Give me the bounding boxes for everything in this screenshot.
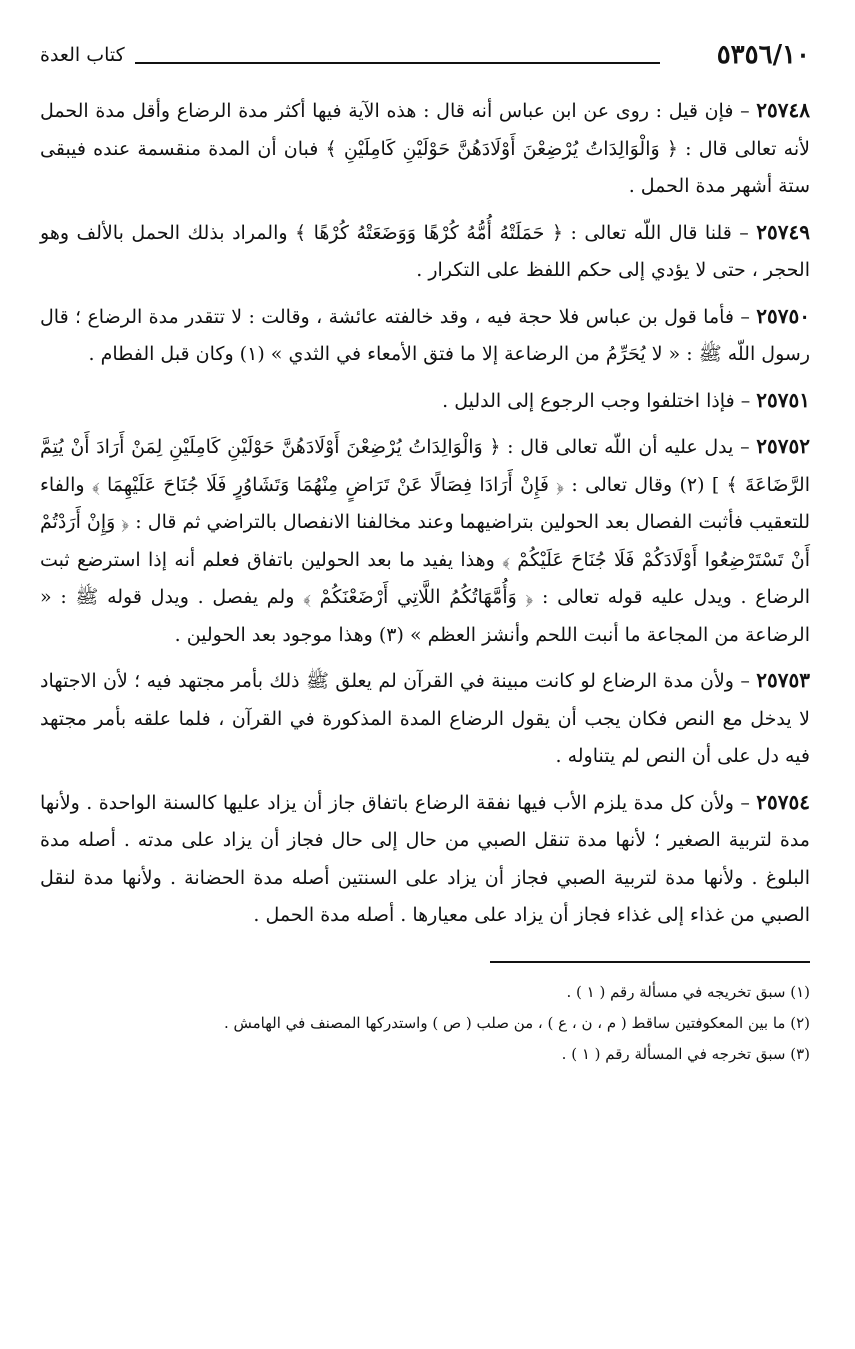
book-title: كتاب العدة	[40, 44, 125, 66]
paragraph-number: ٢٥٧٥١	[756, 387, 810, 412]
footnote: (٢) ما بين المعكوفتين ساقط ( م ، ن ، ع ) ، من صلب ( ص ) واستدركها المصنف في الهامش .	[223, 1013, 810, 1032]
paragraph-text: قلنا قال اللّه تعالى : ﴿ حَمَلَتْهُ أُمُّهُ كُرْهًا وَوَضَعَتْهُ كُرْهًا ﴾ والمراد بذلك الحمل بالألف وهو الحجر ، حتى لا يؤدي إلى حكم اللفظ على التكرار .	[40, 221, 810, 281]
footnote-separator	[490, 961, 810, 963]
paragraph-number: ٢٥٧٤٩	[756, 219, 810, 244]
running-header	[40, 30, 810, 72]
paragraph-text: ولأن مدة الرضاع لو كانت مبينة في القرآن لم يعلق ﷺ ذلك بأمر مجتهد فيه ؛ لأن الاجتهاد لا يدخل مع النص فكان يجب أن يقول الرضاع المدة المذكورة في القرآن ، فلما علقه بأمر مجتهد فيه دل على أن النص لم يتناوله .	[40, 670, 810, 767]
footnotes	[40, 977, 810, 1070]
paragraph-number: ٢٥٧٥٤	[756, 789, 810, 814]
paragraph-number: ٢٥٧٥٠	[756, 303, 810, 328]
header-rule	[135, 62, 660, 64]
paragraph-text: فإن قيل : روى عن ابن عباس أنه قال : هذه الآية فيها أكثر مدة الرضاع وأقل مدة الحمل لأنه تعالى قال : ﴿ وَالْوَالِدَاتُ يُرْضِعْنَ أَوْلَادَهُنَّ حَوْلَيْنِ كَامِلَيْنِ ﴾ فبان أن المدة منقسمة عنده فيبقى ستة أشهر مدة الحمل .	[40, 100, 810, 197]
paragraph-text: فأما قول بن عباس فلا حجة فيه ، وقد خالفته عائشة ، وقالت : لا تتقدر مدة الرضاع ؛ قال رسول اللّه ﷺ : « لا يُحَرِّمُ من الرضاعة إلا ما فتق الأمعاء في الثدي » (١) وكان قبل الفطام .	[40, 305, 810, 365]
paragraph: ٢٥٧٤٩ – قلنا قال اللّه تعالى : ﴿ حَمَلَتْهُ أُمُّهُ كُرْهًا وَوَضَعَتْهُ كُرْهًا ﴾ والمراد بذلك الحمل بالألف وهو الحجر ، حتى لا يؤدي إلى حكم اللفظ على التكرار .	[40, 219, 810, 281]
book-page	[40, 30, 810, 1070]
paragraph: ٢٥٧٥٣ – ولأن مدة الرضاع لو كانت مبينة في القرآن لم يعلق ﷺ ذلك بأمر مجتهد فيه ؛ لأن الاجتهاد لا يدخل مع النص فكان يجب أن يقول الرضاع المدة المذكورة في القرآن ، فلما علقه بأمر مجتهد فيه دل على أن النص لم يتناوله .	[40, 668, 810, 767]
paragraph: ٢٥٧٥١ – فإذا اختلفوا وجب الرجوع إلى الدليل .	[442, 387, 810, 412]
paragraph-number: ٢٥٧٥٢	[756, 434, 810, 458]
paragraph-text: فإذا اختلفوا وجب الرجوع إلى الدليل .	[442, 389, 735, 412]
paragraph-number: ٢٥٧٤٨	[756, 98, 810, 122]
main-text	[40, 92, 810, 935]
page-number: ٥٣٥٦/١٠	[716, 40, 810, 70]
paragraph: ٢٥٧٥٠ – فأما قول بن عباس فلا حجة فيه ، وقد خالفته عائشة ، وقالت : لا تتقدر مدة الرضاع ؛ قال رسول اللّه ﷺ : « لا يُحَرِّمُ من الرضاعة إلا ما فتق الأمعاء في الثدي » (١) وكان قبل الفطام .	[40, 303, 810, 365]
paragraph-text: ولأن كل مدة يلزم الأب فيها نفقة الرضاع باتفاق جاز أن يزاد عليها كالسنة الواحدة . ولأنها مدة لتربية الصغير ؛ لأنها مدة تنقل الصبي من حال إلى حال فجاز أن يزاد على مدته . أصله مدة البلوغ . ولأنها مدة لتربية الصبي فجاز أن يزاد على السنتين أصله مدة الحضانة . ولأنها مدة لنقل الصبي من غذاء إلى غذاء فجاز أن يزاد على معيارها . أصله مدة الحمل .	[40, 791, 810, 926]
paragraph: ٢٥٧٥٢ – يدل عليه أن اللّه تعالى قال : ﴿ وَالْوَالِدَاتُ يُرْضِعْنَ أَوْلَادَهُنَّ حَوْلَيْنِ كَامِلَيْنِ لِمَنْ أَرَادَ أَنْ يُتِمَّ الرَّضَاعَةَ ﴾ ] (٢) وقال تعالى : ﴿ فَإِنْ أَرَادَا فِصَالًا عَنْ تَرَاضٍ مِنْهُمَا وَتَشَاوُرٍ فَلَا جُنَاحَ عَلَيْهِمَا ﴾ والفاء للتعقيب فأثبت الفصال بعد الحولين بتراضيهما وعند مخالفنا الانفصال بالتراضي ثم قال : ﴿ وَإِنْ أَرَدْتُمْ أَنْ تَسْتَرْضِعُوا أَوْلَادَكُمْ فَلَا جُنَاحَ عَلَيْكُمْ ﴾ وهذا يفيد ما بعد الحولين باتفاق فعلم أنه إذا استرضع ثبت الرضاع . ويدل عليه قوله تعالى : ﴿ وَأُمَّهَاتُكُمُ اللَّاتِي أَرْضَعْنَكُمْ ﴾ ولم يفصل . ويدل قوله ﷺ : « الرضاعة من المجاعة ما أنبت اللحم وأنشز العظم » (٣) وهذا موجود بعد الحولين .	[40, 434, 811, 646]
footnote: (١) سبق تخريجه في مسألة رقم ( ١ ) .	[566, 982, 810, 1001]
paragraph-number: ٢٥٧٥٣	[756, 668, 810, 692]
paragraph: ٢٥٧٥٤ – ولأن كل مدة يلزم الأب فيها نفقة الرضاع باتفاق جاز أن يزاد عليها كالسنة الواحدة . ولأنها مدة لتربية الصغير ؛ لأنها مدة تنقل الصبي من حال إلى حال فجاز أن يزاد على مدته . أصله مدة البلوغ . ولأنها مدة لتربية الصبي فجاز أن يزاد على السنتين أصله مدة الحضانة . ولأنها مدة لنقل الصبي من غذاء إلى غذاء فجاز أن يزاد على معيارها . أصله مدة الحمل .	[40, 789, 810, 926]
footnote: (٣) سبق تخرجه في المسألة رقم ( ١ ) .	[561, 1044, 810, 1063]
paragraph-text: يدل عليه أن اللّه تعالى قال : ﴿ وَالْوَالِدَاتُ يُرْضِعْنَ أَوْلَادَهُنَّ حَوْلَيْنِ كَامِلَيْنِ لِمَنْ أَرَادَ أَنْ يُتِمَّ الرَّضَاعَةَ ﴾ ] (٢) وقال تعالى : ﴿ فَإِنْ أَرَادَا فِصَالًا عَنْ تَرَاضٍ مِنْهُمَا وَتَشَاوُرٍ فَلَا جُنَاحَ عَلَيْهِمَا ﴾ والفاء للتعقيب فأثبت الفصال بعد الحولين بتراضيهما وعند مخالفنا الانفصال بالتراضي ثم قال : ﴿ وَإِنْ أَرَدْتُمْ أَنْ تَسْتَرْضِعُوا أَوْلَادَكُمْ فَلَا جُنَاحَ عَلَيْكُمْ ﴾ وهذا يفيد ما بعد الحولين باتفاق فعلم أنه إذا استرضع ثبت الرضاع . ويدل عليه قوله تعالى : ﴿ وَأُمَّهَاتُكُمُ اللَّاتِي أَرْضَعْنَكُمْ ﴾ ولم يفصل . ويدل قوله ﷺ : « الرضاعة من المجاعة ما أنبت اللحم وأنشز العظم » (٣) وهذا موجود بعد الحولين .	[40, 436, 811, 646]
paragraph: ٢٥٧٤٨ – فإن قيل : روى عن ابن عباس أنه قال : هذه الآية فيها أكثر مدة الرضاع وأقل مدة الحمل لأنه تعالى قال : ﴿ وَالْوَالِدَاتُ يُرْضِعْنَ أَوْلَادَهُنَّ حَوْلَيْنِ كَامِلَيْنِ ﴾ فبان أن المدة منقسمة عنده فيبقى ستة أشهر مدة الحمل .	[40, 98, 810, 197]
